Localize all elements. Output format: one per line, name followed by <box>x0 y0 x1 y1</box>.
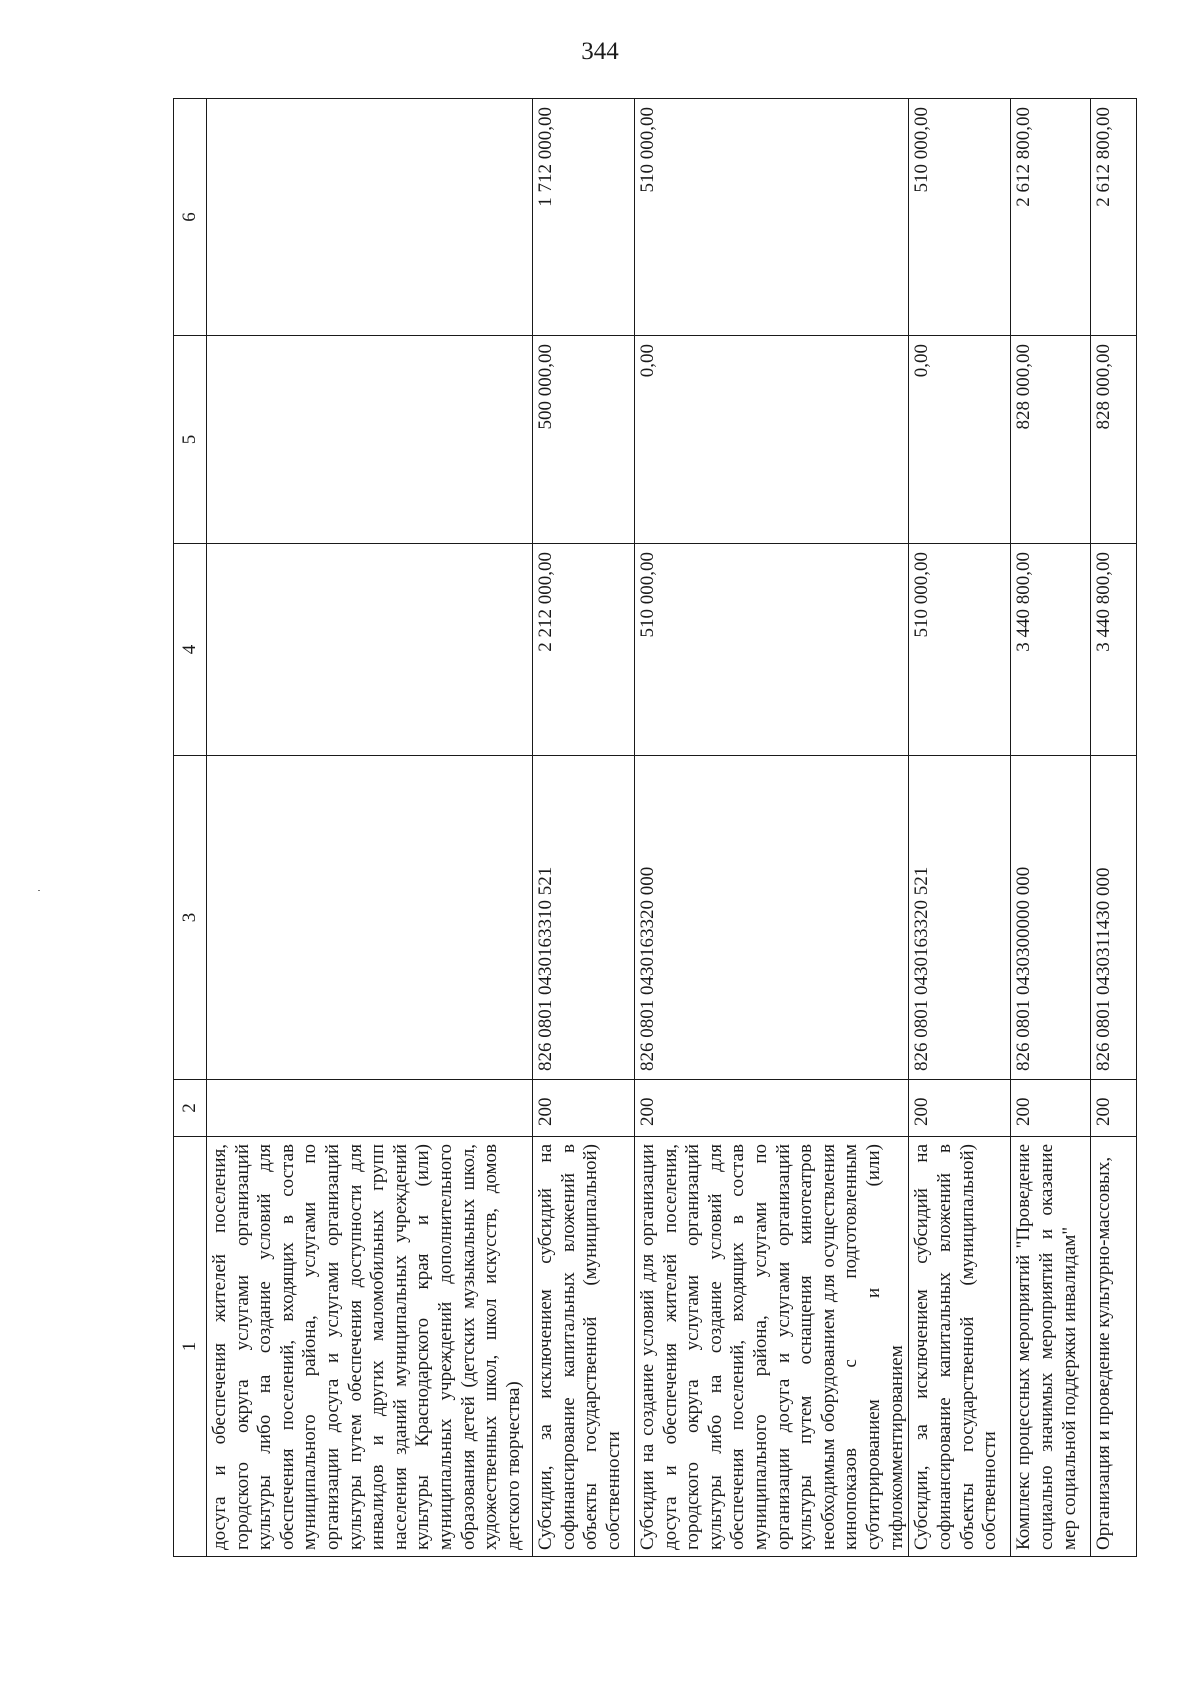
row-code: 200 <box>1011 1080 1091 1137</box>
table-row <box>207 99 533 1557</box>
row-amount-col6: 1 712 000,00 <box>533 99 635 336</box>
row-amount-col5: 828 000,00 <box>1091 336 1137 544</box>
row-amount-col4: 3 440 800,00 <box>1091 544 1137 756</box>
row-classification-code: 826 0801 0430163320 521 <box>909 756 1011 1080</box>
table-row <box>1011 99 1091 1557</box>
row-description: досуга и обеспечения жителей поселения, городского округа услугами организаций культуры либо на создание условий для обеспечения поселений, входящих в состав муниципального района, услугами по организации досуга и услугами организаций культуры путем обеспечения доступности для инвалидов и других маломобильных групп населения зданий муниципальных учреждений культуры Краснодарского края и (или) муниципальных учреждений дополнительного образования детей (детских музыкальных школ, художественных школ, школ искусств, домов детского творчества) <box>207 1137 533 1557</box>
row-amount-col6: 510 000,00 <box>635 99 909 336</box>
row-description: Субсидии, за исключением субсидий на софинансирование капитальных вложений в объекты государственной (муниципальной) собственности <box>533 1137 635 1557</box>
row-amount-col5: 0,00 <box>635 336 909 544</box>
budget-table <box>173 98 1137 1557</box>
row-description: Комплекс процессных мероприятий "Проведение социально значимых мероприятий и оказание мер социальной поддержки инвалидам" <box>1011 1137 1091 1557</box>
row-code: 200 <box>533 1080 635 1137</box>
row-amount-col5: 828 000,00 <box>1011 336 1091 544</box>
row-amount-col6: 2 612 800,00 <box>1011 99 1091 336</box>
row-amount-col5: 0,00 <box>909 336 1011 544</box>
row-code: 200 <box>1091 1080 1137 1137</box>
row-description: Субсидии на создание условий для организации досуга и обеспечения жителей поселения, городского округа услугами организаций культуры либо на создание условий для обеспечения поселений, входящих в состав муниципального района, услугами по организации досуга и услугами организаций культуры путем оснащения кинотеатров необходимым оборудованием для осуществления кинопоказов с подготовленным субтитрированием и (или) тифлокомментированием <box>635 1137 909 1557</box>
table-header-row <box>174 99 207 1557</box>
row-classification-code: 826 0801 0430300000 000 <box>1011 756 1091 1080</box>
column-header-4: 4 <box>174 544 207 756</box>
table-row <box>909 99 1011 1557</box>
row-code: 200 <box>909 1080 1011 1137</box>
column-header-6: 6 <box>174 99 207 336</box>
row-amount-col6 <box>207 99 533 336</box>
row-classification-code <box>207 756 533 1080</box>
row-amount-col5: 500 000,00 <box>533 336 635 544</box>
row-amount-col4: 510 000,00 <box>635 544 909 756</box>
row-classification-code: 826 0801 0430163320 000 <box>635 756 909 1080</box>
row-classification-code: 826 0801 0430311430 000 <box>1091 756 1137 1080</box>
column-header-1: 1 <box>174 1137 207 1557</box>
budget-table-rotated <box>173 99 1137 1557</box>
row-amount-col4: 3 440 800,00 <box>1011 544 1091 756</box>
row-amount-col4: 2 212 000,00 <box>533 544 635 756</box>
table-row <box>635 99 909 1557</box>
row-description: Организация и проведение культурно-массовых, <box>1091 1137 1137 1557</box>
table-row <box>1091 99 1137 1557</box>
row-amount-col6: 2 612 800,00 <box>1091 99 1137 336</box>
page-number: 344 <box>581 38 619 65</box>
row-amount-col4 <box>207 544 533 756</box>
row-amount-col4: 510 000,00 <box>909 544 1011 756</box>
column-header-2: 2 <box>174 1080 207 1137</box>
row-amount-col6: 510 000,00 <box>909 99 1011 336</box>
row-amount-col5 <box>207 336 533 544</box>
column-header-3: 3 <box>174 756 207 1080</box>
row-code <box>207 1080 533 1137</box>
table-row <box>533 99 635 1557</box>
row-code: 200 <box>635 1080 909 1137</box>
row-classification-code: 826 0801 0430163310 521 <box>533 756 635 1080</box>
scan-speck <box>38 890 40 891</box>
column-header-5: 5 <box>174 336 207 544</box>
row-description: Субсидии, за исключением субсидий на софинансирование капитальных вложений в объекты государственной (муниципальной) собственности <box>909 1137 1011 1557</box>
